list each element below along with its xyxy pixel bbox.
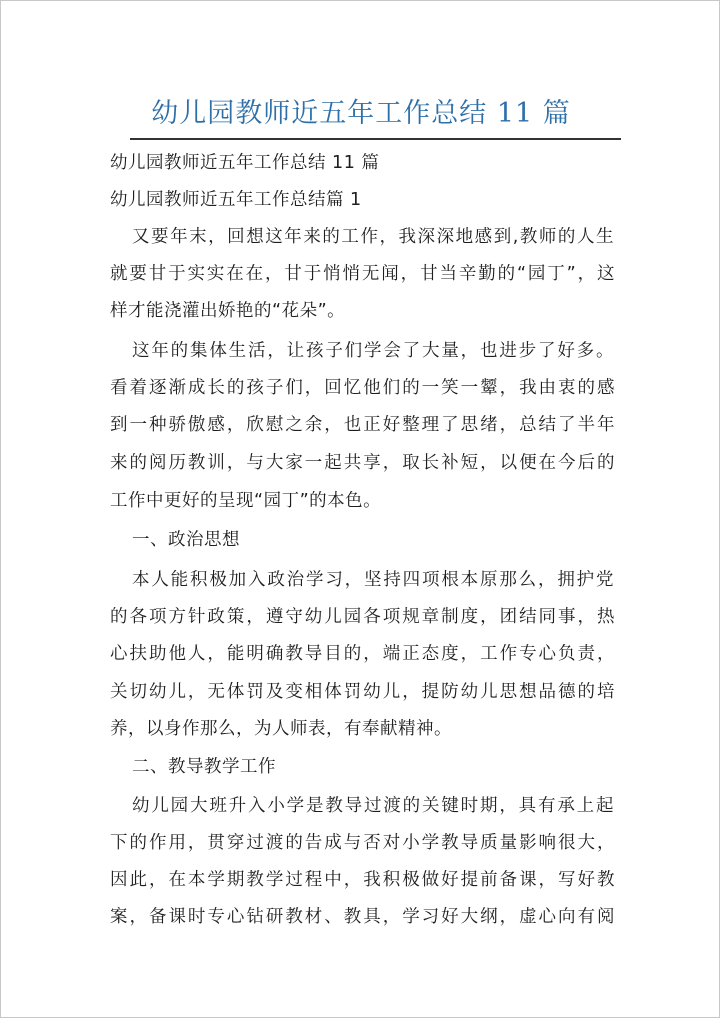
- text-line: 幼儿园教师近五年工作总结 11 篇: [110, 153, 380, 173]
- text-line: 工作中更好的呈现“园丁”的本色。: [110, 491, 382, 511]
- text-line: 因此，在本学期教学过程中，我积极做好提前备课，写好教: [110, 870, 615, 890]
- text-line: 本人能积极加入政治学习，坚持四项根本原那么，拥护党: [132, 570, 614, 590]
- title-divider: [130, 138, 621, 140]
- text-line: 看着逐渐成长的孩子们，回忆他们的一笑一颦，我由衷的感: [110, 378, 615, 398]
- text-line: 下的作用，贯穿过渡的告成与否对小学教导质量影响很大，: [110, 833, 615, 853]
- section-heading: 一、政治思想: [132, 530, 240, 550]
- text-line: 到一种骄傲感，欣慰之余，也正好整理了思绪，总结了半年: [110, 415, 615, 435]
- text-line: 来的阅历教训，与大家一起共享，取长补短，以便在今后的: [110, 453, 615, 473]
- text-line: 就要甘于实实在在，甘于悄悄无闻，甘当辛勤的“园丁”，这: [110, 264, 615, 284]
- text-line: 案，备课时专心钻研教材、教具，学习好大纲，虚心向有阅: [110, 907, 615, 927]
- text-line: 心扶助他人，能明确教导目的，端正态度，工作专心负责，: [110, 644, 615, 664]
- section-heading: 二、教导教学工作: [132, 757, 276, 777]
- text-line: 养，以身作那么，为人师表，有奉献精神。: [110, 719, 452, 739]
- text-line: 幼儿园教师近五年工作总结篇 1: [110, 190, 362, 210]
- text-line: 关切幼儿，无体罚及变相体罚幼儿，提防幼儿思想品德的培: [110, 682, 615, 702]
- text-line: 这年的集体生活，让孩子们学会了大量，也进步了好多。: [132, 341, 614, 361]
- document-title: 幼儿园教师近五年工作总结 11 篇: [151, 98, 571, 129]
- text-line: 又要年末，回想这年来的工作，我深深地感到,教师的人生: [132, 227, 614, 247]
- text-line: 样才能浇灌出娇艳的“花朵”。: [110, 301, 346, 321]
- text-line: 的各项方针政策，遵守幼儿园各项规章制度，团结同事，热: [110, 607, 615, 627]
- text-line: 幼儿园大班升入小学是教导过渡的关键时期，具有承上起: [132, 796, 614, 816]
